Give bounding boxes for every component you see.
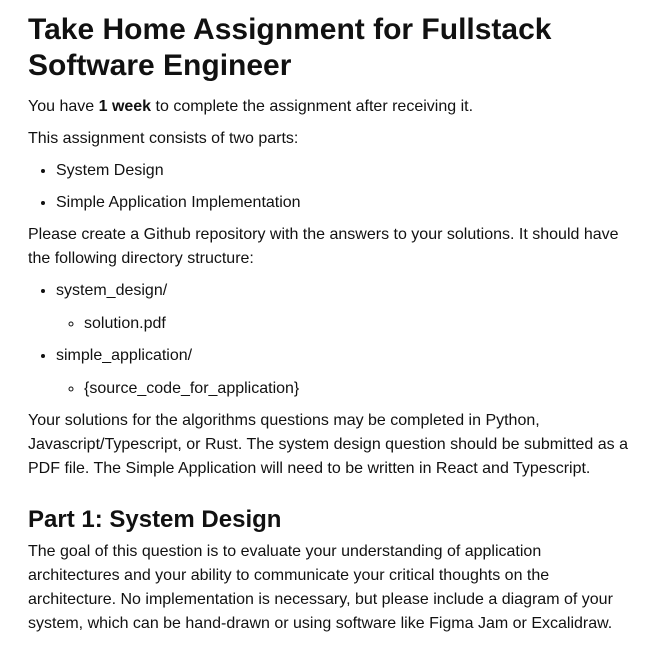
- part1-paragraph: The goal of this question is to evaluate your understanding of application architectures and your ability to communicate your critical thoughts on the architecture. No implementation is necessary, but please include a diagram of your system, which can be hand-drawn or using software like Figma Jam or Excalidraw.: [28, 543, 613, 632]
- languages-paragraph: Your solutions for the algorithms questions may be completed in Python, Javascript/Typescript, or Rust. The system design question should be submitted as a PDF file. The Simple Application will need to be written in React and Typescript.: [28, 412, 628, 477]
- parts-intro-paragraph: This assignment consists of two parts:: [28, 130, 299, 147]
- directory-children: [56, 377, 637, 401]
- directory-name: simple_application/: [56, 347, 193, 364]
- repo-paragraph: Please create a Github repository with the answers to your solutions. It should have the following directory structure:: [28, 226, 619, 267]
- page-title: Take Home Assignment for Fullstack Software Engineer: [28, 13, 552, 82]
- intro-text-before: You have: [28, 98, 99, 115]
- intro-bold-duration: 1 week: [98, 98, 152, 115]
- parts-list: [28, 159, 637, 215]
- directory-item: [56, 279, 637, 336]
- directory-children: [56, 312, 637, 336]
- list-item: • Simple Application Implementation: [56, 191, 637, 215]
- section-heading: Part 1: System Design: [28, 506, 282, 533]
- directory-item: [56, 344, 637, 401]
- list-item: • System Design: [56, 159, 637, 183]
- file-item: ◦ {source_code_for_application}: [84, 377, 637, 401]
- directory-list: [28, 279, 637, 401]
- intro-text-after: to complete the assignment after receiving it.: [151, 98, 474, 115]
- directory-name: system_design/: [56, 282, 168, 299]
- file-item: ◦ solution.pdf: [84, 312, 637, 336]
- intro-paragraph: [28, 95, 637, 119]
